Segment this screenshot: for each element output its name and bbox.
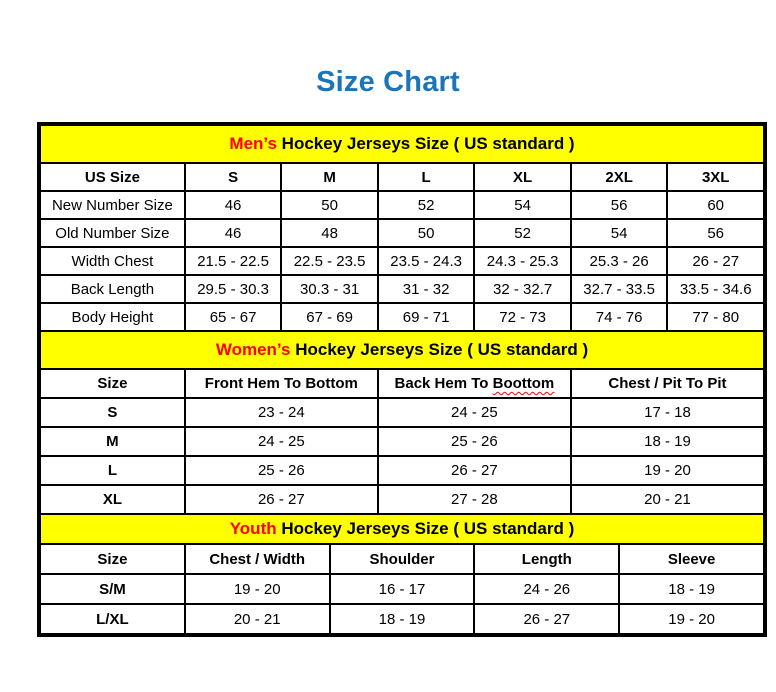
table-cell: 22.5 - 23.5 <box>281 247 378 275</box>
table-cell: 24 - 26 <box>474 574 619 604</box>
table-row <box>40 247 764 275</box>
row-label: XL <box>40 485 185 514</box>
table-cell: 46 <box>185 191 282 219</box>
row-label: S/M <box>40 574 185 604</box>
mens-title-band <box>40 125 764 163</box>
mens-title-highlight: Men’s <box>229 134 277 153</box>
table-cell: 50 <box>281 191 378 219</box>
column-header: Shoulder <box>330 544 475 574</box>
table-cell: 48 <box>281 219 378 247</box>
table-cell: 32.7 - 33.5 <box>571 275 668 303</box>
table-cell: 69 - 71 <box>378 303 475 331</box>
row-label: Old Number Size <box>40 219 185 247</box>
table-cell: 56 <box>667 219 764 247</box>
row-label: New Number Size <box>40 191 185 219</box>
table-cell: 31 - 32 <box>378 275 475 303</box>
row-label: Back Length <box>40 275 185 303</box>
table-cell: 19 - 20 <box>185 574 330 604</box>
table-cell: 23.5 - 24.3 <box>378 247 475 275</box>
table-cell: 19 - 20 <box>619 604 764 634</box>
table-cell: 17 - 18 <box>571 398 764 427</box>
column-header-misspelled <box>378 369 571 398</box>
table-row <box>40 303 764 331</box>
womens-size-table <box>39 330 765 515</box>
row-label: L <box>40 456 185 485</box>
table-cell: 24 - 25 <box>185 427 378 456</box>
column-header: Sleeve <box>619 544 764 574</box>
youth-table-title <box>40 514 764 544</box>
table-cell: 18 - 19 <box>571 427 764 456</box>
table-row <box>40 275 764 303</box>
page-title: Size Chart <box>316 66 460 98</box>
youth-title-highlight: Youth <box>229 519 277 538</box>
column-header: XL <box>474 163 571 191</box>
table-cell: 60 <box>667 191 764 219</box>
table-cell: 25.3 - 26 <box>571 247 668 275</box>
womens-title-rest: Hockey Jerseys Size ( US standard ) <box>290 340 589 359</box>
row-label: Body Height <box>40 303 185 331</box>
table-cell: 67 - 69 <box>281 303 378 331</box>
table-cell: 46 <box>185 219 282 247</box>
womens-header-row <box>40 369 764 398</box>
table-cell: 29.5 - 30.3 <box>185 275 282 303</box>
table-cell: 16 - 17 <box>330 574 475 604</box>
table-cell: 52 <box>378 191 475 219</box>
column-header: US Size <box>40 163 185 191</box>
youth-title-rest: Hockey Jerseys Size ( US standard ) <box>276 519 575 538</box>
youth-header-row <box>40 544 764 574</box>
table-cell: 20 - 21 <box>571 485 764 514</box>
table-cell: 54 <box>474 191 571 219</box>
table-row <box>40 191 764 219</box>
table-cell: 50 <box>378 219 475 247</box>
row-label: Width Chest <box>40 247 185 275</box>
column-header: L <box>378 163 475 191</box>
table-cell: 77 - 80 <box>667 303 764 331</box>
table-cell: 21.5 - 22.5 <box>185 247 282 275</box>
table-cell: 26 - 27 <box>185 485 378 514</box>
youth-size-table <box>39 513 765 635</box>
row-label: M <box>40 427 185 456</box>
table-cell: 24 - 25 <box>378 398 571 427</box>
womens-title-band <box>40 331 764 369</box>
mens-table-title <box>40 125 764 163</box>
table-cell: 24.3 - 25.3 <box>474 247 571 275</box>
table-cell: 54 <box>571 219 668 247</box>
table-row <box>40 485 764 514</box>
table-row <box>40 427 764 456</box>
table-cell: 26 - 27 <box>474 604 619 634</box>
column-header: 3XL <box>667 163 764 191</box>
table-cell: 74 - 76 <box>571 303 668 331</box>
row-label: S <box>40 398 185 427</box>
table-row <box>40 219 764 247</box>
spellcheck-underline: Boottom <box>492 375 555 392</box>
table-cell: 30.3 - 31 <box>281 275 378 303</box>
table-cell: 25 - 26 <box>378 427 571 456</box>
table-cell: 33.5 - 34.6 <box>667 275 764 303</box>
column-header: Chest / Width <box>185 544 330 574</box>
table-cell: 65 - 67 <box>185 303 282 331</box>
column-header: 2XL <box>571 163 668 191</box>
column-header: Chest / Pit To Pit <box>571 369 764 398</box>
table-cell: 19 - 20 <box>571 456 764 485</box>
column-header: S <box>185 163 282 191</box>
table-cell: 26 - 27 <box>378 456 571 485</box>
table-cell: 56 <box>571 191 668 219</box>
mens-size-table <box>39 124 765 332</box>
table-cell: 32 - 32.7 <box>474 275 571 303</box>
column-header: Front Hem To Bottom <box>185 369 378 398</box>
youth-title-band <box>40 514 764 544</box>
table-cell: 23 - 24 <box>185 398 378 427</box>
size-chart-tables <box>37 122 767 637</box>
table-cell: 26 - 27 <box>667 247 764 275</box>
misspelled-prefix: Back Hem To <box>394 375 493 392</box>
mens-header-row <box>40 163 764 191</box>
table-row <box>40 456 764 485</box>
row-label: L/XL <box>40 604 185 634</box>
column-header: M <box>281 163 378 191</box>
table-cell: 18 - 19 <box>619 574 764 604</box>
table-cell: 18 - 19 <box>330 604 475 634</box>
womens-table-title <box>40 331 764 369</box>
table-cell: 27 - 28 <box>378 485 571 514</box>
table-cell: 52 <box>474 219 571 247</box>
table-row <box>40 398 764 427</box>
table-cell: 25 - 26 <box>185 456 378 485</box>
table-row <box>40 574 764 604</box>
mens-title-rest: Hockey Jerseys Size ( US standard ) <box>276 134 575 153</box>
table-row <box>40 604 764 634</box>
column-header: Size <box>40 369 185 398</box>
table-cell: 72 - 73 <box>474 303 571 331</box>
table-cell: 20 - 21 <box>185 604 330 634</box>
womens-title-highlight: Women’s <box>215 340 291 359</box>
column-header: Length <box>474 544 619 574</box>
column-header: Size <box>40 544 185 574</box>
